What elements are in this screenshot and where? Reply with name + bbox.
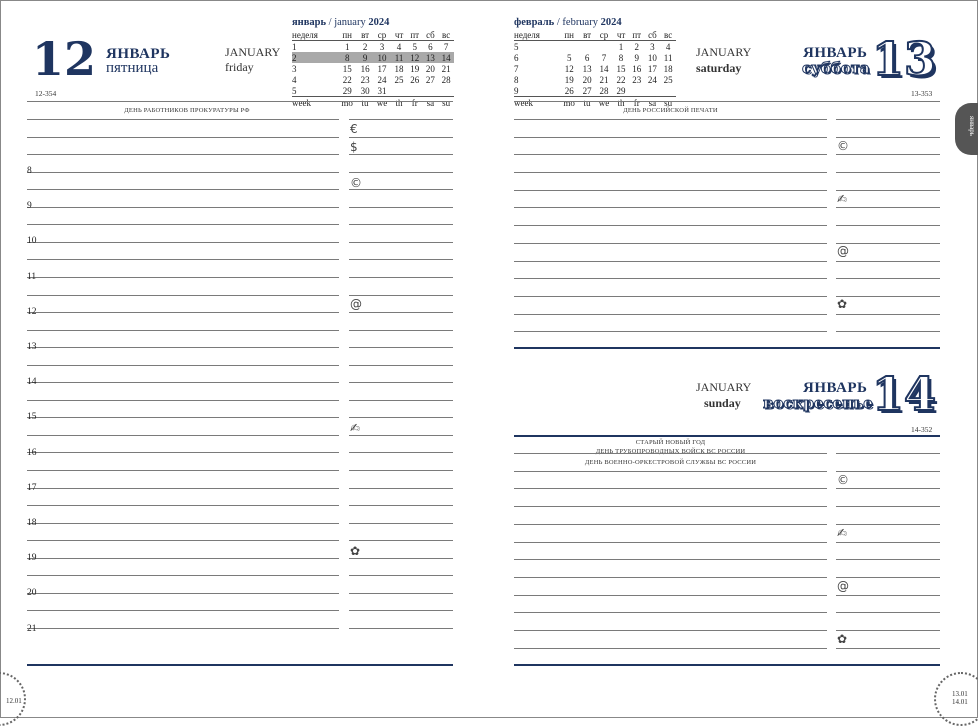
calendar-day-cell: 28 bbox=[441, 74, 451, 85]
calendar-day-cell: 5 bbox=[292, 85, 297, 96]
day13-bottom-rule bbox=[514, 347, 940, 349]
ruled-line bbox=[514, 331, 827, 332]
calendar-day-cell bbox=[660, 85, 676, 97]
ruled-line bbox=[27, 154, 339, 155]
margin-icon: ✍ bbox=[837, 526, 848, 540]
ruled-line bbox=[514, 524, 827, 525]
calendar-table bbox=[514, 29, 676, 108]
margin-icon: @ bbox=[837, 244, 849, 258]
calendar-day-cell: 19 bbox=[410, 63, 420, 74]
ruled-line bbox=[349, 575, 453, 576]
calendar-day-cell: 27 bbox=[582, 85, 592, 96]
ruled-line bbox=[27, 470, 339, 471]
ruled-line bbox=[349, 435, 453, 436]
ruled-line bbox=[514, 137, 827, 138]
calendar-day-cell: 20 bbox=[582, 74, 592, 85]
calendar-footer-cell: we bbox=[598, 97, 610, 108]
ruled-line bbox=[349, 400, 453, 401]
hour-label: 17 bbox=[27, 482, 37, 493]
ruled-line bbox=[349, 558, 453, 559]
margin-icon: ✿ bbox=[837, 297, 848, 311]
calendar-day-cell: 15 bbox=[342, 63, 352, 74]
ruled-line bbox=[514, 172, 827, 173]
right-corner-date-1: 13.01 bbox=[952, 690, 968, 698]
ruled-line bbox=[514, 559, 827, 560]
margin-icon: ✍ bbox=[350, 421, 361, 435]
day14-top-rule bbox=[514, 435, 940, 437]
calendar-header-cell: пн bbox=[342, 29, 352, 40]
calendar-day-cell: 3 bbox=[379, 41, 385, 52]
ruled-line bbox=[27, 224, 339, 225]
ruled-line bbox=[514, 314, 827, 315]
calendar-header-cell: неделя bbox=[292, 29, 318, 40]
ruled-line bbox=[349, 312, 453, 313]
calendar-day-cell: 29 bbox=[342, 85, 352, 96]
calendar-day-cell: 5 bbox=[514, 41, 519, 52]
calendar-day-cell: 2 bbox=[292, 52, 337, 63]
ruled-line bbox=[349, 172, 453, 173]
calendar-header-cell: вс bbox=[442, 29, 451, 40]
ruled-line bbox=[349, 119, 453, 120]
margin-icon: @ bbox=[350, 297, 362, 311]
calendar-day-cell: 31 bbox=[377, 85, 387, 96]
calendar-sep: / bbox=[326, 17, 335, 28]
calendar-day-cell: 5 bbox=[412, 41, 417, 52]
calendar-header-cell: ср bbox=[377, 29, 387, 40]
calendar-day-cell: 18 bbox=[663, 63, 673, 74]
calendar-day-cell: 25 bbox=[394, 74, 404, 85]
calendar-day-cell: 8 bbox=[337, 52, 357, 63]
ruled-line bbox=[836, 524, 940, 525]
ruled-line bbox=[27, 312, 339, 313]
calendar-day-cell: 19 bbox=[564, 74, 574, 85]
month-tab-label: январь bbox=[968, 116, 976, 136]
calendar-day-cell: 17 bbox=[377, 63, 387, 74]
ruled-line bbox=[836, 595, 940, 596]
day14-holiday-3: ДЕНЬ ВОЕННО-ОРКЕСТРОВОЙ СЛУЖБЫ ВС РОССИИ bbox=[584, 459, 757, 466]
left-holiday: ДЕНЬ РАБОТНИКОВ ПРОКУРАТУРЫ РФ bbox=[124, 107, 250, 114]
calendar-day-cell: 6 bbox=[514, 52, 519, 63]
calendar-day-cell: 4 bbox=[665, 41, 671, 52]
calendar-year: 2024 bbox=[600, 17, 622, 28]
calendar-day-cell: 16 bbox=[360, 63, 370, 74]
calendar-day-cell: 20 bbox=[425, 63, 435, 74]
day14-month-en: JANUARY bbox=[696, 380, 752, 394]
ruled-line bbox=[349, 488, 453, 489]
calendar-day-cell: 9 bbox=[634, 52, 639, 63]
ruled-line bbox=[27, 575, 339, 576]
hour-label: 21 bbox=[27, 623, 37, 634]
day14-code: 14-352 bbox=[911, 425, 933, 434]
ruled-line bbox=[514, 630, 827, 631]
calendar-day-cell: 14 bbox=[599, 63, 609, 74]
calendar-day-cell: 4 bbox=[396, 41, 402, 52]
ruled-line bbox=[349, 452, 453, 453]
calendar-day-cell: 10 bbox=[373, 52, 391, 63]
calendar-day-cell: 17 bbox=[647, 63, 657, 74]
calendar-header-cell: неделя bbox=[514, 29, 540, 40]
ruled-line bbox=[836, 612, 940, 613]
ruled-line bbox=[349, 207, 453, 208]
ruled-line bbox=[836, 137, 940, 138]
day14-weekday-en: sunday bbox=[704, 396, 741, 410]
ruled-line bbox=[836, 471, 940, 472]
ruled-line bbox=[836, 243, 940, 244]
calendar-month-ru: февраль bbox=[514, 17, 555, 28]
ruled-line bbox=[514, 154, 827, 155]
ruled-line bbox=[27, 189, 339, 190]
ruled-line bbox=[349, 277, 453, 278]
ruled-line bbox=[349, 382, 453, 383]
left-day-number: 12 bbox=[32, 32, 97, 86]
calendar-day-cell: 7 bbox=[443, 41, 449, 52]
calendar-day-cell: 10 bbox=[647, 52, 657, 63]
calendar-footer-cell: week bbox=[514, 97, 533, 108]
ruled-line bbox=[836, 577, 940, 578]
calendar-day-cell: 30 bbox=[360, 85, 370, 96]
calendar-header-cell: сб bbox=[426, 29, 435, 40]
calendar-day-cell: 15 bbox=[616, 63, 626, 74]
calendar-day-cell: 14 bbox=[438, 52, 454, 63]
day13-holiday: ДЕНЬ РОССИЙСКОЙ ПЕЧАТИ bbox=[623, 107, 718, 114]
calendar-day-cell: 18 bbox=[394, 63, 404, 74]
calendar-footer-cell: mo bbox=[563, 97, 575, 108]
day13-number: 13 bbox=[872, 32, 937, 86]
ruled-line bbox=[27, 365, 339, 366]
ruled-line bbox=[836, 559, 940, 560]
ruled-line bbox=[514, 542, 827, 543]
ruled-line bbox=[27, 400, 339, 401]
calendar-day-cell: 2 bbox=[634, 41, 639, 52]
ruled-line bbox=[514, 453, 827, 454]
ruled-line bbox=[349, 242, 453, 243]
calendar-header-cell: вс bbox=[664, 29, 673, 40]
calendar-day-cell: 7 bbox=[601, 52, 607, 63]
calendar-day-cell bbox=[629, 85, 645, 97]
calendar-month-en: february bbox=[562, 17, 598, 28]
margin-icon: © bbox=[837, 473, 849, 487]
ruled-line bbox=[27, 259, 339, 260]
calendar-title bbox=[292, 17, 454, 28]
calendar-day-cell: 8 bbox=[514, 74, 519, 85]
calendar-day-cell: 28 bbox=[599, 85, 609, 96]
calendar-day-cell: 16 bbox=[632, 63, 642, 74]
ruled-line bbox=[27, 119, 339, 120]
calendar-header-cell: ср bbox=[599, 29, 609, 40]
calendar-day-cell: 13 bbox=[423, 52, 439, 63]
calendar-footer-cell: tu bbox=[583, 97, 591, 108]
ruled-line bbox=[27, 207, 339, 208]
ruled-line bbox=[836, 154, 940, 155]
day13-month-en: JANUARY bbox=[696, 45, 752, 59]
calendar-day-cell: 1 bbox=[344, 41, 350, 52]
left-bottom-rule bbox=[27, 664, 453, 666]
ruled-line bbox=[27, 593, 339, 594]
ruled-line bbox=[27, 417, 339, 418]
ruled-line bbox=[349, 470, 453, 471]
ruled-line bbox=[514, 119, 827, 120]
calendar-footer-cell: we bbox=[376, 97, 388, 108]
right-mini-calendar bbox=[514, 17, 676, 108]
ruled-line bbox=[349, 189, 453, 190]
calendar-footer-cell: th bbox=[395, 97, 403, 108]
ruled-line bbox=[349, 259, 453, 260]
ruled-line bbox=[514, 577, 827, 578]
calendar-footer-cell: mo bbox=[341, 97, 353, 108]
calendar-day-cell: 21 bbox=[599, 74, 609, 85]
hour-label: 18 bbox=[27, 518, 37, 528]
hour-label: 19 bbox=[27, 553, 37, 564]
left-mini-calendar bbox=[292, 17, 454, 108]
calendar-day-cell: 12 bbox=[407, 52, 423, 63]
calendar-month-en: january bbox=[334, 17, 366, 28]
ruled-line bbox=[349, 417, 453, 418]
calendar-day-cell: 9 bbox=[514, 85, 519, 96]
hour-label: 11 bbox=[27, 271, 37, 282]
right-top-rule bbox=[514, 101, 940, 102]
ruled-line bbox=[514, 225, 827, 226]
left-month-en: JANUARY bbox=[225, 45, 281, 59]
ruled-line bbox=[349, 154, 453, 155]
ruled-line bbox=[349, 610, 453, 611]
ruled-line bbox=[349, 593, 453, 594]
calendar-sep: / bbox=[554, 17, 563, 28]
calendar-day-cell: 8 bbox=[618, 52, 624, 63]
calendar-footer-cell: week bbox=[292, 97, 311, 108]
ruled-line bbox=[836, 296, 940, 297]
day14-number: 14 bbox=[872, 367, 937, 421]
ruled-line bbox=[836, 119, 940, 120]
day13-code: 13-353 bbox=[911, 89, 933, 98]
calendar-footer-cell: fr bbox=[411, 97, 418, 108]
calendar-day-cell: 13 bbox=[582, 63, 592, 74]
calendar-day-cell: 5 bbox=[566, 52, 572, 63]
calendar-title bbox=[514, 17, 676, 28]
ruled-line bbox=[836, 630, 940, 631]
calendar-header-cell: пт bbox=[632, 29, 642, 40]
calendar-header-cell: чт bbox=[394, 29, 404, 40]
margin-icon: ✿ bbox=[837, 632, 848, 646]
margin-icon: ✿ bbox=[350, 544, 361, 558]
ruled-line bbox=[349, 224, 453, 225]
left-month-ru: ЯНВАРЬ bbox=[106, 46, 171, 62]
calendar-header-cell: вт bbox=[361, 29, 370, 40]
calendar-day-cell: 2 bbox=[362, 41, 368, 52]
day14-holiday-2: ДЕНЬ ТРУБОПРОВОДНЫХ ВОЙСК ВС РОССИИ bbox=[595, 448, 746, 455]
hour-label: 15 bbox=[27, 412, 37, 423]
calendar-year: 2024 bbox=[368, 17, 390, 28]
ruled-line bbox=[514, 471, 827, 472]
calendar-day-cell: 24 bbox=[647, 74, 657, 85]
calendar-day-cell bbox=[579, 41, 595, 53]
ruled-line bbox=[514, 243, 827, 244]
calendar-day-cell: 7 bbox=[514, 63, 519, 74]
calendar-day-cell: 26 bbox=[564, 85, 574, 96]
day13-month-ru: ЯНВАРЬ bbox=[803, 45, 868, 61]
ruled-line bbox=[27, 523, 339, 524]
left-weekday-en: friday bbox=[225, 60, 254, 74]
calendar-month-ru: январь bbox=[292, 17, 327, 28]
calendar-day-cell bbox=[391, 85, 407, 97]
ruled-line bbox=[836, 506, 940, 507]
ruled-line bbox=[27, 382, 339, 383]
calendar-table bbox=[292, 29, 454, 108]
day14-holiday-1: СТАРЫЙ НОВЫЙ ГОД bbox=[635, 439, 706, 446]
calendar-day-cell bbox=[645, 85, 661, 97]
calendar-day-cell bbox=[423, 85, 439, 97]
ruled-line bbox=[836, 172, 940, 173]
calendar-day-cell: 1 bbox=[292, 41, 297, 52]
hour-label: 13 bbox=[27, 342, 37, 352]
calendar-day-cell: 23 bbox=[360, 74, 370, 85]
ruled-line bbox=[514, 488, 827, 489]
calendar-day-cell: 11 bbox=[391, 52, 407, 63]
day14-weekday-ru: воскресенье bbox=[763, 394, 873, 412]
ruled-line bbox=[514, 278, 827, 279]
ruled-line bbox=[27, 610, 339, 611]
day13-weekday-ru: суббота bbox=[802, 59, 870, 77]
ruled-line bbox=[27, 488, 339, 489]
calendar-day-cell: 27 bbox=[425, 74, 435, 85]
ruled-line bbox=[349, 505, 453, 506]
ruled-line bbox=[836, 261, 940, 262]
calendar-day-cell: 4 bbox=[292, 74, 297, 85]
day14-month-ru: ЯНВАРЬ bbox=[803, 380, 868, 396]
margin-icon: € bbox=[350, 122, 358, 136]
calendar-day-cell bbox=[595, 41, 613, 53]
day14-bottom-rule bbox=[514, 664, 940, 666]
calendar-day-cell: 26 bbox=[410, 74, 420, 85]
ruled-line bbox=[836, 225, 940, 226]
calendar-day-cell bbox=[559, 41, 579, 53]
calendar-header-cell: вт bbox=[583, 29, 592, 40]
ruled-line bbox=[836, 331, 940, 332]
calendar-footer-cell: su bbox=[442, 97, 451, 108]
ruled-line bbox=[836, 542, 940, 543]
ruled-line bbox=[27, 330, 339, 331]
calendar-footer-cell: th bbox=[617, 97, 625, 108]
hour-label: 20 bbox=[27, 588, 37, 599]
margin-icon: @ bbox=[837, 579, 849, 593]
calendar-header-cell: пн bbox=[564, 29, 574, 40]
ruled-line bbox=[514, 595, 827, 596]
calendar-day-cell: 22 bbox=[342, 74, 352, 85]
ruled-line bbox=[514, 261, 827, 262]
calendar-day-cell: 12 bbox=[564, 63, 574, 74]
calendar-day-cell bbox=[407, 85, 423, 97]
hour-label: 8 bbox=[27, 166, 32, 176]
ruled-line bbox=[27, 540, 339, 541]
ruled-line bbox=[514, 648, 827, 649]
hour-label: 10 bbox=[27, 236, 37, 247]
calendar-day-cell: 3 bbox=[292, 63, 297, 74]
calendar-day-cell: 11 bbox=[663, 52, 673, 63]
left-day-code: 12-354 bbox=[35, 89, 57, 98]
calendar-footer-cell: fr bbox=[633, 97, 640, 108]
calendar-header-cell: пт bbox=[410, 29, 420, 40]
ruled-line bbox=[514, 207, 827, 208]
ruled-line bbox=[27, 558, 339, 559]
hour-label: 14 bbox=[27, 377, 37, 388]
calendar-day-cell: 23 bbox=[632, 74, 642, 85]
margin-icon: $ bbox=[350, 140, 358, 154]
calendar-day-cell: 24 bbox=[377, 74, 387, 85]
ruled-line bbox=[27, 435, 339, 436]
calendar-footer-cell: sa bbox=[426, 97, 435, 108]
ruled-line bbox=[836, 488, 940, 489]
ruled-line bbox=[349, 330, 453, 331]
ruled-line bbox=[349, 137, 453, 138]
ruled-line bbox=[836, 648, 940, 649]
calendar-day-cell: 6 bbox=[584, 52, 590, 63]
ruled-line bbox=[27, 137, 339, 138]
left-corner-date: 12.01 bbox=[6, 697, 22, 705]
margin-icon: © bbox=[837, 139, 849, 153]
margin-icon: ✍ bbox=[837, 192, 848, 206]
ruled-line bbox=[27, 277, 339, 278]
calendar-footer-cell: su bbox=[664, 97, 673, 108]
ruled-line bbox=[836, 314, 940, 315]
ruled-line bbox=[349, 365, 453, 366]
margin-icon: © bbox=[350, 176, 362, 190]
ruled-line bbox=[27, 628, 339, 629]
hour-label: 16 bbox=[27, 447, 37, 458]
calendar-day-cell: 1 bbox=[618, 41, 624, 52]
calendar-day-cell: 21 bbox=[441, 63, 451, 74]
day13-weekday-en: saturday bbox=[696, 61, 742, 75]
calendar-day-cell: 29 bbox=[616, 85, 626, 96]
ruled-line bbox=[349, 347, 453, 348]
ruled-line bbox=[836, 453, 940, 454]
ruled-line bbox=[27, 242, 339, 243]
hour-label: 9 bbox=[27, 201, 32, 212]
ruled-line bbox=[514, 296, 827, 297]
calendar-header-cell: сб bbox=[648, 29, 657, 40]
calendar-footer-cell: sa bbox=[648, 97, 657, 108]
calendar-header-cell: чт bbox=[616, 29, 626, 40]
ruled-line bbox=[514, 506, 827, 507]
ruled-line bbox=[27, 505, 339, 506]
calendar-day-cell: 25 bbox=[663, 74, 673, 85]
ruled-line bbox=[349, 540, 453, 541]
ruled-line bbox=[349, 295, 453, 296]
ruled-line bbox=[514, 190, 827, 191]
calendar-day-cell bbox=[438, 85, 454, 97]
calendar-footer-cell: tu bbox=[361, 97, 369, 108]
left-weekday-ru: пятница bbox=[106, 60, 159, 76]
ruled-line bbox=[349, 523, 453, 524]
hour-label: 12 bbox=[27, 306, 37, 317]
ruled-line bbox=[349, 628, 453, 629]
calendar-day-cell: 6 bbox=[428, 41, 433, 52]
ruled-line bbox=[27, 452, 339, 453]
right-corner-date-2: 14.01 bbox=[952, 698, 968, 706]
ruled-line bbox=[27, 295, 339, 296]
calendar-day-cell: 22 bbox=[616, 74, 626, 85]
calendar-day-cell: 9 bbox=[357, 52, 373, 63]
ruled-line bbox=[27, 172, 339, 173]
left-top-rule bbox=[27, 101, 453, 102]
calendar-day-cell: 3 bbox=[650, 41, 655, 52]
ruled-line bbox=[836, 278, 940, 279]
ruled-line bbox=[514, 612, 827, 613]
ruled-line bbox=[836, 190, 940, 191]
ruled-line bbox=[836, 207, 940, 208]
ruled-line bbox=[27, 347, 339, 348]
